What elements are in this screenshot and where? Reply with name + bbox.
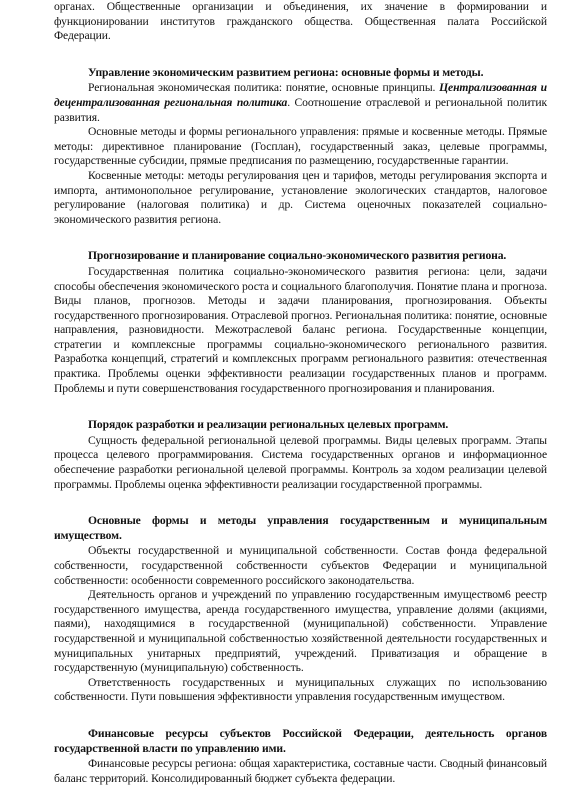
intro-paragraph: органах. Общественные организации и объединения, их значение в формировании и функционировании институтов гражданского общества. Общественная палата Российской Федерации.: [54, 0, 547, 43]
paragraph: Сущность федеральной региональной целевой программы. Виды целевых программ. Этапы процесса целевого программирования. Система государственных органов и информационное обеспечение разработки региональной целевой программы. Контроль за ходом реализации целевой программы. Проблемы оценка эффективности реализации государственной программы.: [54, 433, 547, 491]
paragraph: Государственная политика социально-экономического развития региона: цели, задачи способы обеспечения экономического роста и социального благополучия. Понятие плана и прогноза. Виды планов, прогнозов. Методы и задачи планирования, прогнозирования. Объекты государственного прогнозирования. Отраслевой прогноз. Региональная политика: понятие, основные направления, разновидности. Межотраслевой баланс региона. Государственные концепции, стратегии и комплексные программы социально-экономического регионального развития. Разработка концепций, стратегий и комплексных программ регионального развития: отечественная практика. Проблемы оценки эффективности реализации государственных планов и программ. Проблемы и пути совершенствования государственного прогнозирования и планирования.: [54, 264, 547, 395]
section-heading: Прогнозирование и планирование социально-экономического развития региона.: [88, 249, 507, 263]
section-target-programs: [54, 418, 547, 492]
section-heading: Основные формы и методы управления государственным и муниципальным имуществом.: [54, 514, 547, 542]
section-financial-resources: [54, 727, 547, 786]
paragraph: Ответственность государственных и муниципальных служащих по использованию собственности. Пути повышения эффективности управления государственным имуществом.: [54, 675, 547, 704]
document-body: [54, 0, 547, 786]
paragraph: Основные методы и формы регионального управления: прямые и косвенные методы. Прямые методы: директивное планирование (Госплан), государственный заказ, целевые программы, государственные субсидии, прямые предписания по размещению, государственные гарантии.: [54, 125, 547, 168]
paragraph: Финансовые ресурсы региона: общая характеристика, составные части. Сводный финансовый баланс территорий. Консолидированный бюджет субъекта федерации.: [54, 757, 547, 785]
paragraph: Косвенные методы: методы регулирования цен и тарифов, методы регулирования экспорта и импорта, антимонопольное регулирование, установление экологических стандартов, налоговое регулирование (налоговая политика) и др. Система оценочных показателей социально-экономического развития региона.: [54, 168, 547, 226]
section-property-management: [54, 514, 547, 705]
section-heading: Финансовые ресурсы субъектов Российской Федерации, деятельность органов государственной власти по управлению ими.: [54, 726, 547, 755]
section-heading: Управление экономическим развитием региона: основные формы и методы.: [88, 65, 484, 79]
paragraph: Объекты государственной и муниципальной собственности. Состав фонда федеральной собственности, государственной собственности субъектов Федерации и муниципальной собственности: особенности современного российского законодательства.: [54, 544, 547, 587]
paragraph: [54, 81, 547, 125]
paragraph: Деятельность органов и учреждений по управлению государственным имуществом6 реестр государственного имущества, аренда государственного имущества, управление долями (акциями, паями), находящимися в государственной (муниципальной) собственности. Управление государственной и муниципальной собственностью хозяйственной деятельности государственных и муниципальных унитарных предприятий, учреждений. Приватизация и обращение в государственную (муниципальную) собственность.: [54, 588, 547, 675]
section-forecasting-planning: [54, 249, 547, 396]
section-regional-management: [54, 66, 547, 228]
section-heading: Порядок разработки и реализации региональных целевых программ.: [88, 418, 449, 432]
emphasized-term: Централизованная и децентрализованная региональная политика: [54, 81, 547, 109]
paragraph-text: . Соотношение отраслевой и региональной политик развития.: [54, 95, 547, 124]
paragraph-text: Региональная экономическая политика: понятие, основные принципы.: [88, 81, 440, 95]
